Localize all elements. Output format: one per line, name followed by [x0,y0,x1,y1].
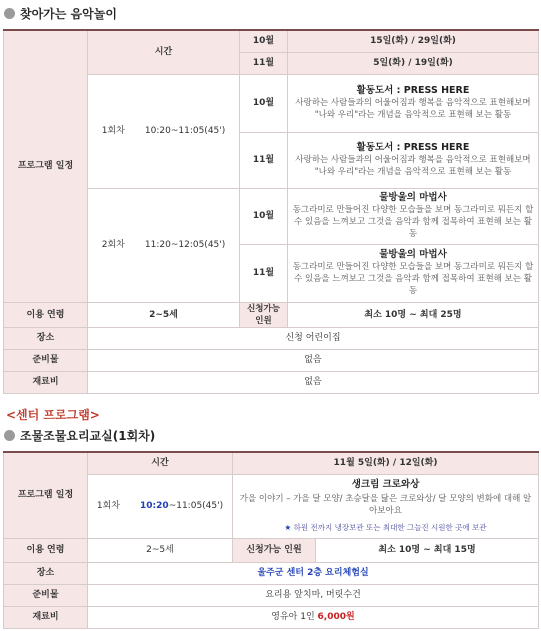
prep-value: 없음 [88,349,539,371]
activity-desc: 동그라미로 만들어진 다양한 모습들을 보며 동그라미로 뭐든지 할 수 있음을 느껴보고 그것을 음악과 함께 접목하여 표현해 보는 활동 [292,262,534,296]
session-cell [88,74,240,188]
material-price: 6,000원 [317,612,355,622]
activity-cell [233,474,539,538]
place-value: 울주군 센터 2층 요리체험실 [88,562,539,584]
session-time-rest: ~11:05(45') [168,501,224,511]
section1-title [4,5,117,22]
place-label: 장소 [4,562,88,584]
center-program-heading: <센터 프로그램> [6,408,100,422]
session-cell [88,474,233,538]
capacity-value: 최소 10명 ~ 최대 15명 [316,538,539,562]
storage-note [236,522,535,534]
date-days: 5일(화) / 19일(화) [288,52,539,74]
prep-label: 준비물 [4,584,88,606]
capacity-label: 신청가능 인원 [240,302,288,327]
section2-title-text: 조물조물요리교실(1회차) [20,429,156,443]
material-value [88,606,539,628]
section2-title [4,427,155,444]
activity-title: 활동도서 : PRESS HERE [356,142,470,153]
circle-bullet-icon [4,430,15,441]
activity-month: 11월 [240,132,288,188]
place-label: 장소 [4,327,88,349]
activity-title: 물방울의 마법사 [379,192,447,203]
circle-bullet-icon [4,8,15,19]
activity-month: 10월 [240,188,288,244]
material-label: 재료비 [4,371,88,393]
session-cell [88,188,240,302]
capacity-value: 최소 10명 ~ 최대 25명 [288,302,539,327]
session-time: 10:20 [140,501,169,511]
material-value: 없음 [88,371,539,393]
activity-cell [288,188,539,244]
activity-title: 물방울의 마법사 [379,249,447,260]
time-header: 시간 [88,452,233,474]
prep-label: 준비물 [4,349,88,371]
schedule-label: 프로그램 일정 [4,30,88,302]
place-value: 신청 어린이집 [88,327,539,349]
activity-title: 활동도서 : PRESS HERE [356,85,470,96]
age-value: 2~5세 [88,302,240,327]
session-name: 2회차 [101,240,125,250]
activity-cell [288,244,539,302]
prep-value: 요리용 앞치마, 머릿수건 [88,584,539,606]
capacity-label: 신청가능 인원 [233,538,316,562]
star-icon: ★ [284,522,292,532]
activity-desc: 가을 이야기 – 가을 달 모양/ 초승달을 닮은 크로와상/ 달 모양의 변화에 대해 알아보아요 [239,493,532,516]
session-time: 10:20~11:05(45') [144,126,226,136]
date-days: 15일(화) / 29일(화) [288,30,539,52]
activity-desc: 사랑하는 사람들과의 어울어짐과 행복을 음악적으로 표현해보며 "나와 우리"라는 개념을 음악적으로 표현해 보는 활동 [295,98,531,120]
cooking-program-table [3,451,539,629]
activity-month: 10월 [240,74,288,132]
age-label: 이용 연령 [4,302,88,327]
date-month: 10월 [240,30,288,52]
age-label: 이용 연령 [4,538,88,562]
activity-cell [288,132,539,188]
session-name: 1회차 [101,126,125,136]
material-prefix: 영유아 1인 [271,612,315,622]
material-label: 재료비 [4,606,88,628]
schedule-label: 프로그램 일정 [4,452,88,538]
session-name: 1회차 [96,501,120,511]
section1-title-text: 찾아가는 음악놀이 [20,7,117,21]
activity-desc: 동그라미로 만들어진 다양한 모습들을 보며 동그라미로 뭐든지 할 수 있음을 느껴보고 그것을 음악과 함께 접목하여 표현해 보는 활동 [292,205,534,239]
music-program-table [3,29,539,394]
storage-note-text: 하원 전까지 냉장보관 또는 최대한 그늘진 시원한 곳에 보관 [293,522,487,532]
activity-title: 생크림 크로와상 [351,478,420,490]
date: 11월 5일(화) / 12일(화) [233,452,539,474]
age-value: 2~5세 [88,538,233,562]
activity-desc: 사랑하는 사람들과의 어울어짐과 행복을 음악적으로 표현해보며 "나와 우리"라는 개념을 음악적으로 표현해 보는 활동 [295,155,531,177]
session-time: 11:20~12:05(45') [144,240,226,250]
activity-month: 11월 [240,244,288,302]
activity-cell [288,74,539,132]
time-header: 시간 [88,30,240,74]
date-month: 11월 [240,52,288,74]
